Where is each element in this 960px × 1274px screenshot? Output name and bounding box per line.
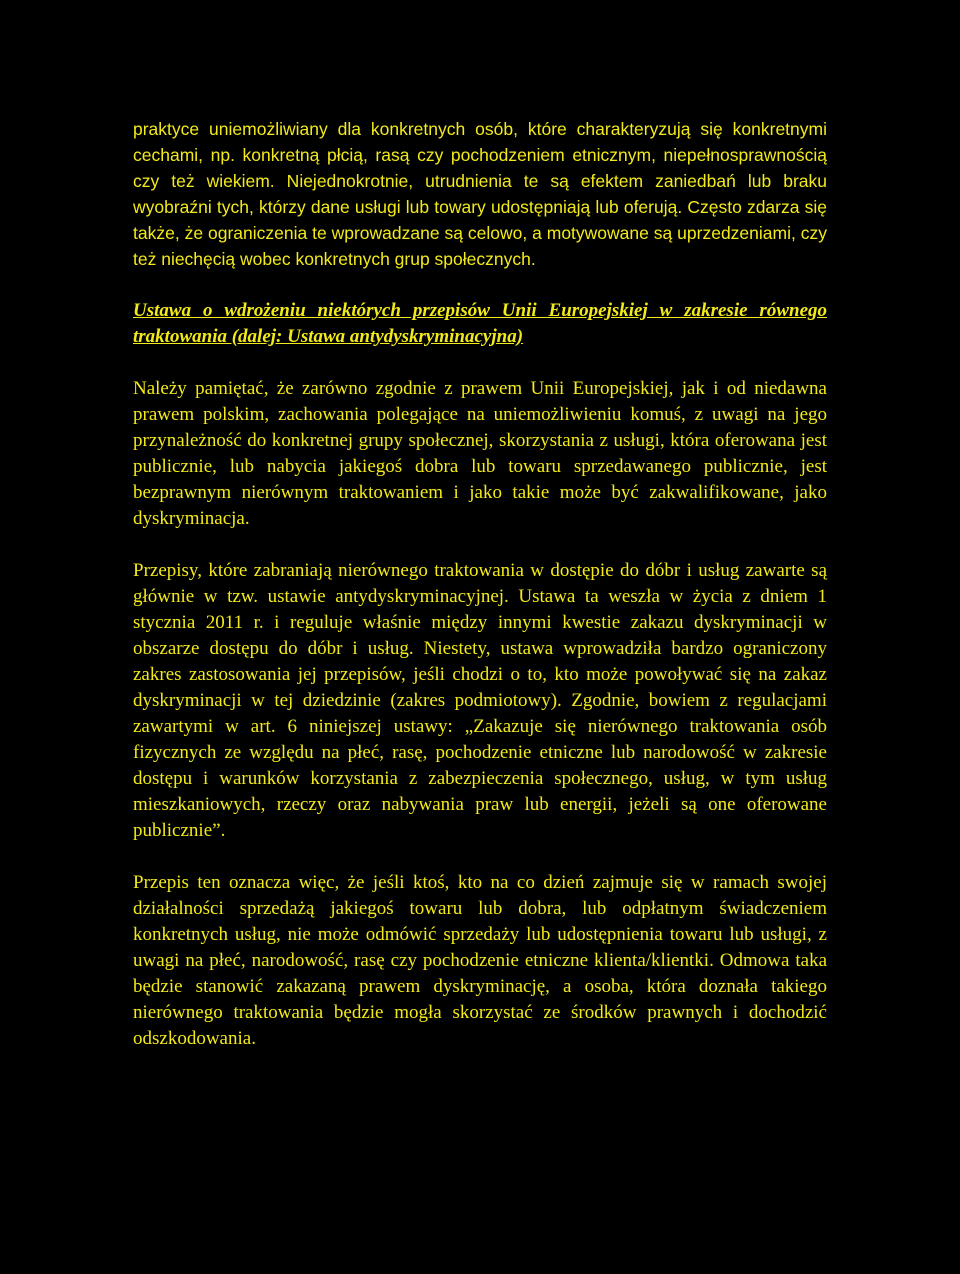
document-page bbox=[133, 116, 827, 1052]
paragraph-regulations: Przepisy, które zabraniają nierównego traktowania w dostępie do dóbr i usług zawarte są głównie w tzw. ustawie antydyskryminacyjnej. Ustawa ta weszła w życia z dniem 1 stycznia 2011 r. i reguluje właśnie między innymi kwestie zakazu dyskryminacji w obszarze dostępu do dóbr i usług. Niestety, ustawa wprowadziła bardzo ograniczony zakres zastosowania jej przepisów, jeśli chodzi o to, kto może powoływać się na zakaz dyskryminacji w tej dziedzinie (zakres podmiotowy). Zgodnie, bowiem z regulacjami zawartymi w art. 6 niniejszej ustawy: „Zakazuje się nierównego traktowania osób fizycznych ze względu na płeć, rasę, pochodzenie etniczne lub narodowość w zakresie dostępu i warunków korzystania z zabezpieczenia społecznego, usług, w tym usług mieszkaniowych, rzeczy oraz nabywania praw lub energii, jeżeli są one oferowane publicznie”. bbox=[133, 560, 827, 841]
paragraph-law-reminder: Należy pamiętać, że zarówno zgodnie z prawem Unii Europejskiej, jak i od niedawna prawem polskim, zachowania polegające na uniemożliwieniu komuś, z uwagi na jego przynależność do konkretnej grupy społecznej, skorzystania z usługi, która oferowana jest publicznie, lub nabycia jakiegoś dobra lub towaru sprzedawanego publicznie, jest bezprawnym nierównym traktowaniem i jako takie może być zakwalifikowane, jako dyskryminacja. bbox=[133, 378, 827, 529]
paragraph-meaning: Przepis ten oznacza więc, że jeśli ktoś, kto na co dzień zajmuje się w ramach swojej działalności sprzedażą jakiegoś towaru lub dobra, lub odpłatnym świadczeniem konkretnych usług, nie może odmówić sprzedaży lub udostępnienia towaru lub usługi, z uwagi na płeć, narodowość, rasę czy pochodzenie etniczne klienta/klientki. Odmowa taka będzie stanowić zakazaną prawem dyskryminację, a osoba, która doznała takiego nierównego traktowania będzie mogła skorzystać ze środków prawnych i dochodzić odszkodowania. bbox=[133, 872, 827, 1049]
section-heading: Ustawa o wdrożeniu niektórych przepisów Unii Europejskiej w zakresie równego traktowania (dalej: Ustawa antydyskryminacyjna) bbox=[133, 300, 827, 347]
paragraph-intro: praktyce uniemożliwiany dla konkretnych osób, które charakteryzują się konkretnymi cechami, np. konkretną płcią, rasą czy pochodzeniem etnicznym, niepełnosprawnością czy też wiekiem. Niejednokrotnie, utrudnienia te są efektem zaniedbań lub braku wyobraźni tych, którzy dane usługi lub towary udostępniają lub oferują. Często zdarza się także, że ograniczenia te wprowadzane są celowo, a motywowane są uprzedzeniami, czy też niechęcią wobec konkretnych grup społecznych. bbox=[133, 119, 827, 269]
